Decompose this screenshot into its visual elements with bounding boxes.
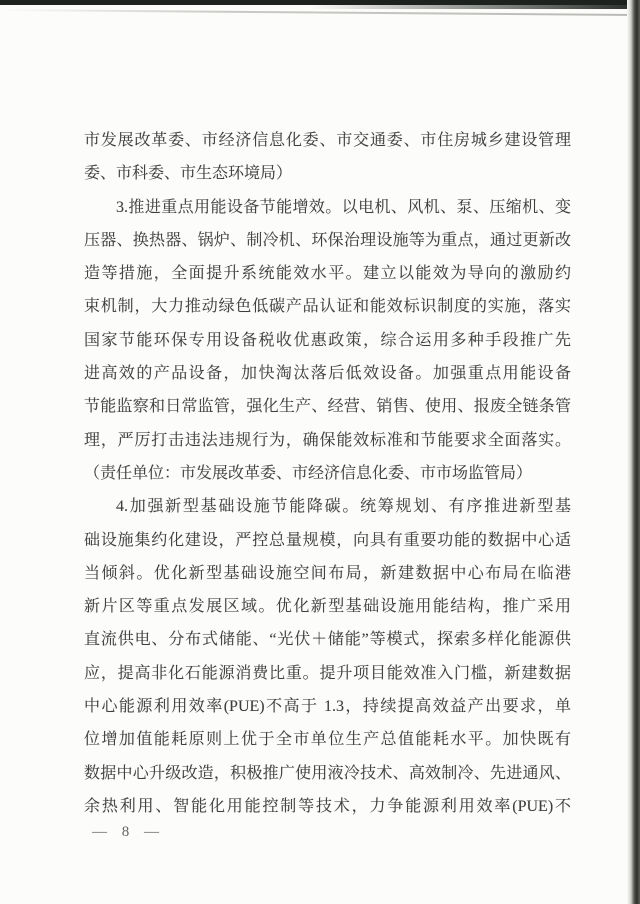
document-body-text <box>84 124 571 823</box>
scan-edge-right <box>627 0 640 904</box>
page-number: — 8 — <box>92 824 161 840</box>
text-line: 新片区等重点发展区域。优化新型基础设施用能结构，推广采用 <box>84 598 571 616</box>
text-line: 国家节能环保专用设备税收优惠政策，综合运用多种手段推广先 <box>84 331 571 349</box>
text-line: 束机制，大力推动绿色低碳产品认证和能效标识制度的实施，落实 <box>84 298 571 316</box>
text-line: 理，严厉打击违法违规行为，确保能效标准和节能要求全面落实。 <box>84 431 571 449</box>
text-line: 数据中心升级改造，积极推广使用液冷技术、高效制冷、先进通风、 <box>84 764 571 782</box>
text-line: 4.加强新型基础设施节能降碳。统筹规划、有序推进新型基 <box>116 498 571 516</box>
text-line: （责任单位：市发展改革委、市经济信息化委、市市场监管局） <box>84 464 533 482</box>
text-line: 委、市科委、市生态环境局） <box>84 165 293 183</box>
text-line: 应，提高非化石能源消费比重。提升项目能效准入门槛，新建数据 <box>84 664 571 682</box>
text-line: 节能监察和日常监管，强化生产、经营、销售、使用、报废全链条管 <box>84 398 571 416</box>
scan-edge-top <box>0 0 640 5</box>
text-line: 进高效的产品设备，加快淘汰落后低效设备。加强重点用能设备 <box>84 365 571 383</box>
text-line: 础设施集约化建设，严控总量规模，向具有重要功能的数据中心适 <box>84 531 571 549</box>
text-line: 位增加值能耗原则上优于全市单位生产总值能耗水平。加快既有 <box>84 731 571 749</box>
text-line: 3.推进重点用能设备节能增效。以电机、风机、泵、压缩机、变 <box>116 198 571 216</box>
text-line: 中心能源利用效率(PUE)不高于 1.3，持续提高效益产出要求，单 <box>84 698 571 716</box>
text-line: 压器、换热器、锅炉、制冷机、环保治理设施等为重点，通过更新改 <box>84 231 571 249</box>
scan-shadow-line <box>0 9 640 16</box>
text-line: 余热利用、智能化用能控制等技术，力争能源利用效率(PUE)不 <box>84 797 571 815</box>
text-line: 当倾斜。优化新型基础设施空间布局，新建数据中心布局在临港 <box>84 564 571 582</box>
text-line: 直流供电、分布式储能、“光伏＋储能”等模式，探索多样化能源供 <box>84 631 571 649</box>
text-line: 市发展改革委、市经济信息化委、市交通委、市住房城乡建设管理 <box>84 132 571 149</box>
text-line: 造等措施，全面提升系统能效水平。建立以能效为导向的激励约 <box>84 265 571 283</box>
